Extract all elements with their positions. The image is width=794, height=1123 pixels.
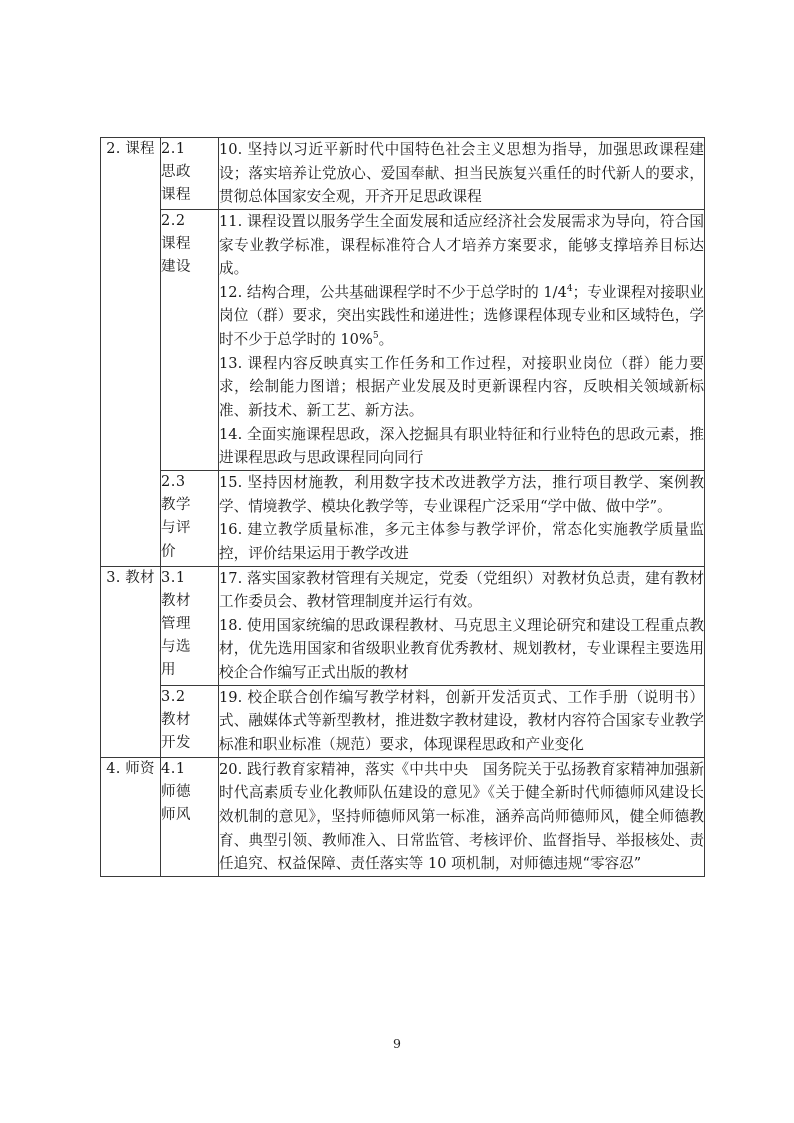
content-cell-4-1 bbox=[219, 757, 705, 876]
subsection-number: 2.2 bbox=[161, 212, 186, 229]
criteria-item: 15. 坚持因材施教，利用数字技术改进教学方法，推行项目教学、案例教学、情境教学、模块化教学等，专业课程广泛采用“学中做、做中学”。 bbox=[219, 473, 704, 515]
subsection-number: 3.1 bbox=[161, 569, 186, 586]
subsection-name-line: 建设 bbox=[161, 259, 191, 276]
content-cell-2-2 bbox=[219, 209, 705, 470]
subsection-name-line: 师风 bbox=[161, 807, 191, 824]
table-row bbox=[101, 566, 705, 685]
subsection-name-line: 开发 bbox=[161, 735, 191, 752]
criteria-item: 11. 课程设置以服务学生全面发展和适应经济社会发展需求为导向，符合国家专业教学标准，课程标准符合人才培养方案要求，能够支撑培养目标达成。 bbox=[219, 212, 704, 278]
criteria-item: 13. 课程内容反映真实工作任务和工作过程，对接职业岗位（群）能力要求，绘制能力图谱；根据产业发展及时更新课程内容，反映相关领域新标准、新技术、新工艺、新方法。 bbox=[219, 354, 704, 420]
criteria-item: 14. 全面实施课程思政，深入挖掘具有职业特征和行业特色的思政元素，推进课程思政与思政课程同向同行 bbox=[219, 425, 704, 467]
subsection-number: 3.2 bbox=[161, 688, 186, 705]
table-row bbox=[101, 209, 705, 470]
table-row bbox=[101, 138, 705, 210]
subsection-cell-2-3 bbox=[161, 470, 219, 566]
subsection-number: 2.3 bbox=[161, 473, 186, 490]
subsection-name-line: 课程 bbox=[161, 236, 191, 253]
content-cell-2-3 bbox=[219, 470, 705, 566]
table-row bbox=[101, 470, 705, 566]
criteria-item: 12. 结构合理，公共基础课程学时不少于总学时的 $1/4^4$；专业课程对接职业岗位（群）要求，突出实践性和递进性；选修课程体现专业和区域特色，学时不少于总学时的 10%$^5$。 bbox=[219, 283, 704, 349]
subsection-name-line: 管理 bbox=[161, 615, 191, 632]
subsection-cell-4-1 bbox=[161, 757, 219, 876]
subsection-number: 4.1 bbox=[161, 760, 186, 777]
subsection-cell-2-1 bbox=[161, 138, 219, 210]
category-cell-3: 3. 教材 bbox=[101, 566, 161, 757]
content-cell-3-2 bbox=[219, 685, 705, 757]
page-number: 9 bbox=[393, 1036, 401, 1051]
subsection-name-line: 与评 bbox=[161, 520, 191, 537]
criteria-item: 20. 践行教育家精神，落实《中共中央 国务院关于弘扬教育家精神加强新时代高素质专业化教师队伍建设的意见》《关于健全新时代师德师风建设长效机制的意见》，坚持师德师风第一标准，涵养高尚师德师风，健全师德教育、典型引领、教师准入、日常监管、考核评价、监督指导、举报核处、责任追究、权益保障、责任落实等 10 项机制，对师德违规“零容忍” bbox=[219, 760, 704, 873]
subsection-name-line: 课程 bbox=[161, 187, 191, 204]
category-cell-2: 2. 课程 bbox=[101, 138, 161, 567]
subsection-name-line: 用 bbox=[161, 662, 176, 679]
subsection-cell-2-2 bbox=[161, 209, 219, 470]
subsection-name-line: 教材 bbox=[161, 592, 191, 609]
subsection-name-line: 教材 bbox=[161, 711, 191, 728]
category-cell-4: 4. 师资 bbox=[101, 757, 161, 876]
content-cell-2-1 bbox=[219, 138, 705, 210]
content-cell-3-1 bbox=[219, 566, 705, 685]
criteria-item: 16. 建立教学质量标准，多元主体参与教学评价，常态化实施教学质量监控，评价结果运用于教学改进 bbox=[219, 521, 704, 562]
subsection-cell-3-2 bbox=[161, 685, 219, 757]
subsection-cell-3-1 bbox=[161, 566, 219, 685]
subsection-name-line: 思政 bbox=[161, 164, 191, 181]
subsection-name-line: 与选 bbox=[161, 639, 191, 656]
subsection-number: 2.1 bbox=[161, 141, 186, 157]
criteria-item: 10. 坚持以习近平新时代中国特色社会主义思想为指导，加强思政课程建设；落实培养让党放心、爱国奉献、担当民族复兴重任的时代新人的要求，贯彻总体国家安全观，开齐开足思政课程 bbox=[219, 141, 704, 206]
criteria-item: 18. 使用国家统编的思政课程教材、马克思主义理论研究和建设工程重点教材，优先选用国家和省级职业教育优秀教材、规划教材，专业课程主要选用校企合作编写正式出版的教材 bbox=[219, 616, 704, 682]
table-row bbox=[101, 757, 705, 876]
criteria-item: 19. 校企联合创作编写教学材料，创新开发活页式、工作手册（说明书）式、融媒体式等新型教材，推进数字教材建设，教材内容符合国家专业教学标准和职业标准（规范）要求，体现课程思政和产业变化 bbox=[219, 688, 704, 754]
subsection-name-line: 师德 bbox=[161, 783, 191, 800]
criteria-table bbox=[100, 137, 705, 877]
table-body bbox=[101, 138, 705, 877]
subsection-name-line: 教学 bbox=[161, 497, 191, 514]
criteria-item: 17. 落实国家教材管理有关规定，党委（党组织）对教材负总责，建有教材工作委员会、教材管理制度并运行有效。 bbox=[219, 569, 704, 611]
subsection-name-line: 价 bbox=[161, 543, 176, 560]
table-row bbox=[101, 685, 705, 757]
